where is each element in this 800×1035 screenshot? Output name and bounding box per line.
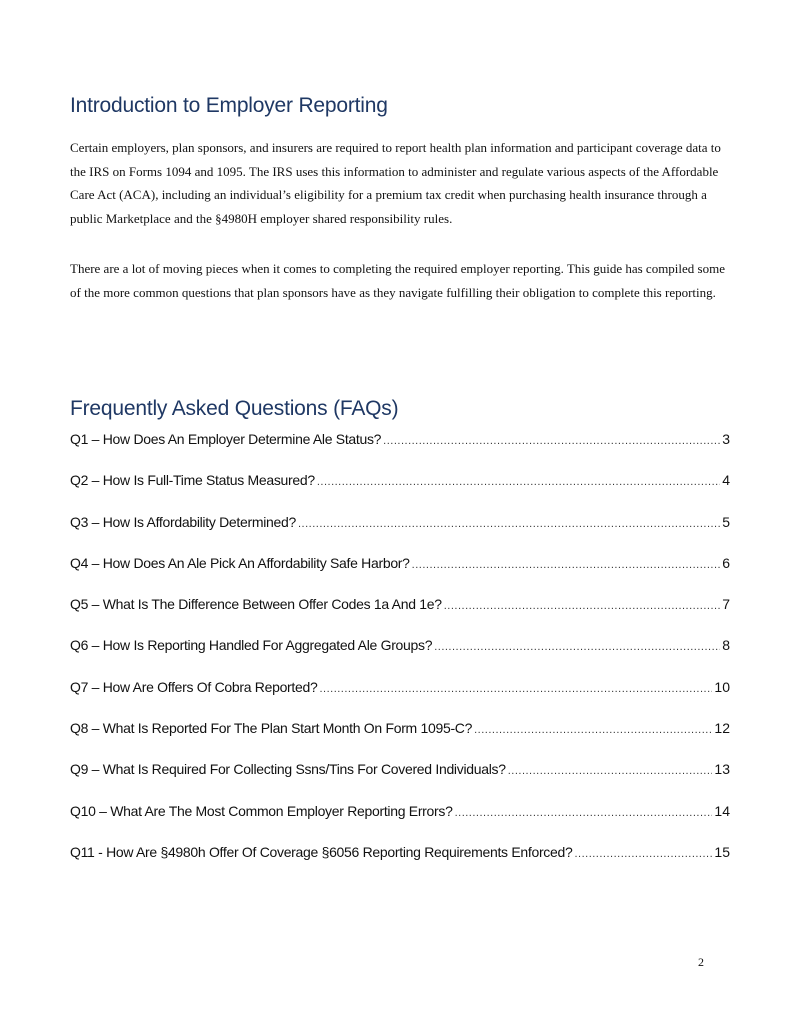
toc-item-page: 6: [722, 554, 730, 571]
toc-leader-dots: [474, 724, 712, 736]
toc-item-label: Q11 - How Are §4980h Offer Of Coverage §6056 Reporting Requirements Enforced?: [70, 843, 573, 860]
toc-item-label: Q7 – How Are Offers Of Cobra Reported?: [70, 678, 318, 695]
toc-item-q9[interactable]: [70, 761, 730, 802]
toc-item-label: Q4 – How Does An Ale Pick An Affordability Safe Harbor?: [70, 554, 410, 571]
toc-item-q8[interactable]: [70, 720, 730, 761]
toc-item-q10[interactable]: [70, 803, 730, 844]
intro-paragraph-1: Certain employers, plan sponsors, and insurers are required to report health plan information and participant coverage data to the IRS on Forms 1094 and 1095. The IRS uses this information to administer and regulate various aspects of the Affordable Care Act (ACA), including an individual’s eligibility for a premium tax credit when purchasing health insurance through a public Marketplace and the §4980H employer shared responsibility rules.: [70, 140, 721, 226]
toc-item-page: 13: [714, 761, 730, 778]
faq-heading: Frequently Asked Questions (FAQs): [70, 397, 399, 420]
toc-item-label: Q3 – How Is Affordability Determined?: [70, 513, 296, 530]
toc-item-page: 5: [722, 513, 730, 530]
toc-item-page: 4: [722, 472, 730, 489]
toc-leader-dots: [444, 600, 720, 612]
toc-item-page: 15: [714, 843, 730, 860]
toc-item-q11[interactable]: [70, 844, 730, 885]
toc-leader-dots: [298, 518, 720, 530]
toc-item-label: Q9 – What Is Required For Collecting Ssns/Tins For Covered Individuals?: [70, 761, 506, 778]
page-number: 2: [698, 955, 704, 969]
toc-leader-dots: [317, 476, 720, 488]
toc-item-page: 14: [714, 802, 730, 819]
toc-item-q1[interactable]: [70, 431, 730, 472]
toc-item-q4[interactable]: [70, 555, 730, 596]
toc-item-q6[interactable]: [70, 637, 730, 678]
toc-item-label: Q5 – What Is The Difference Between Offer Codes 1a And 1e?: [70, 596, 442, 613]
toc-leader-dots: [412, 559, 721, 571]
intro-heading: Introduction to Employer Reporting: [70, 94, 388, 117]
toc-leader-dots: [508, 765, 713, 777]
toc-item-label: Q6 – How Is Reporting Handled For Aggregated Ale Groups?: [70, 637, 433, 654]
toc-item-page: 12: [714, 720, 730, 737]
toc-item-page: 7: [722, 596, 730, 613]
toc-item-label: Q10 – What Are The Most Common Employer Reporting Errors?: [70, 802, 453, 819]
toc-leader-dots: [319, 683, 712, 695]
faq-toc: [70, 431, 730, 885]
toc-item-label: Q1 – How Does An Employer Determine Ale Status?: [70, 431, 382, 447]
toc-item-page: 8: [722, 637, 730, 654]
toc-leader-dots: [455, 807, 713, 819]
toc-item-page: 3: [722, 431, 730, 447]
toc-item-page: 10: [714, 678, 730, 695]
toc-item-q7[interactable]: [70, 679, 730, 720]
toc-item-q3[interactable]: [70, 514, 730, 555]
toc-item-label: Q2 – How Is Full-Time Status Measured?: [70, 472, 315, 489]
toc-item-label: Q8 – What Is Reported For The Plan Start Month On Form 1095-C?: [70, 720, 473, 737]
toc-item-q5[interactable]: [70, 596, 730, 637]
toc-leader-dots: [383, 435, 720, 447]
intro-paragraph-2: There are a lot of moving pieces when it comes to completing the required employer reporting. This guide has compiled some of the more common questions that plan sponsors have as they navigate fulfilling their obligation to complete this reporting.: [70, 261, 725, 300]
toc-leader-dots: [574, 848, 712, 860]
toc-leader-dots: [434, 641, 720, 653]
toc-item-q2[interactable]: [70, 472, 730, 513]
